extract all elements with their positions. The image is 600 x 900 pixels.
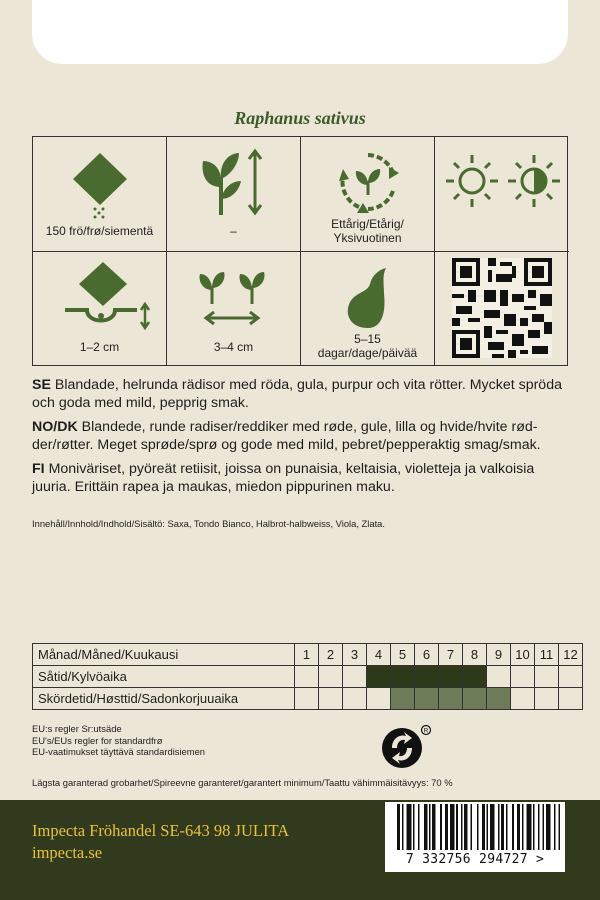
- annual-cycle-icon: [333, 147, 403, 217]
- sowing-month-11: [535, 666, 559, 688]
- desc-no-dk: [32, 418, 572, 454]
- month-2: 2: [319, 644, 343, 666]
- month-5: 5: [391, 644, 415, 666]
- latin-name: Raphanus sativus: [234, 108, 366, 128]
- month-9: 9: [487, 644, 511, 666]
- harvest-month-8: [463, 688, 487, 710]
- month-12: 12: [559, 644, 583, 666]
- height-text: –: [230, 224, 237, 238]
- month-11: 11: [535, 644, 559, 666]
- germination-text-2: dagar/dage/päivää: [317, 346, 418, 360]
- sowing-month-3: [343, 666, 367, 688]
- month-1: 1: [295, 644, 319, 666]
- calendar-header-row: [33, 644, 583, 666]
- lang-code-fi: FI: [32, 461, 45, 477]
- legal-standards: [32, 723, 205, 758]
- germination-text-1: 5–15: [354, 332, 381, 346]
- harvest-month-6: [415, 688, 439, 710]
- footer-address: [32, 820, 289, 864]
- legal-line-1: EU:s regler Sr:utsäde: [32, 723, 122, 734]
- cell-germination: [301, 252, 435, 366]
- spacing-text: 3–4 cm: [213, 340, 254, 354]
- harvest-month-12: [559, 688, 583, 710]
- harvest-month-9: [487, 688, 511, 710]
- harvest-month-7: [439, 688, 463, 710]
- sowing-month-4: [367, 666, 391, 688]
- harvest-month-4: [367, 688, 391, 710]
- website-link[interactable]: impecta.se: [32, 843, 103, 862]
- lang-code-no-dk: NO/DK: [32, 419, 78, 435]
- month-10: 10: [511, 644, 535, 666]
- month-6: 6: [415, 644, 439, 666]
- barcode-number: 7 332756 294727 >: [385, 852, 565, 867]
- sowing-month-9: [487, 666, 511, 688]
- desc-se-line1: Blandade, helrunda rädisor med röda, gula, purpur och vita rötter. Mycket spröda: [54, 377, 562, 393]
- sowing-month-8: [463, 666, 487, 688]
- month-7: 7: [439, 644, 463, 666]
- legal-line-2: EU's/EUs regler for standardfrø: [32, 734, 163, 746]
- lifecycle-text-2: Yksivuotinen: [333, 231, 402, 245]
- qr-code-icon[interactable]: [452, 258, 552, 358]
- sowing-depth-text: 1–2 cm: [79, 340, 120, 354]
- cell-light: [435, 137, 569, 252]
- cell-seed-count: [33, 137, 167, 252]
- germination-icon: [338, 262, 398, 332]
- growing-calendar: [32, 643, 583, 710]
- harvest-month-1: [295, 688, 319, 710]
- desc-fi-line1: Moniväriset, pyöreät retiisit, joissa on punaisia, keltaisia, violetteja ja valkoisia: [48, 461, 535, 477]
- harvest-month-3: [343, 688, 367, 710]
- legal-line-3: EU-vaatimukset täyttävä standardisiemen: [32, 746, 205, 757]
- svg-text:R: R: [423, 727, 429, 735]
- harvest-month-11: [535, 688, 559, 710]
- desc-no-line2: der/røtter. Meget sprøde/sprø og gode med mild, pebret/pepperaktig smag/smak.: [32, 437, 541, 453]
- harvest-month-10: [511, 688, 535, 710]
- month-4: 4: [367, 644, 391, 666]
- harvest-month-2: [319, 688, 343, 710]
- desc-se: [32, 376, 572, 412]
- desc-fi-line2: juuria. Erittäin rapea ja maukas, miedon pippurinen maku.: [32, 479, 395, 495]
- sowing-row: [33, 666, 583, 688]
- desc-no-line1: Blandede, runde radiser/reddiker med røde, gule, lilla og hvide/hvite rød-: [81, 419, 538, 435]
- plant-height-icon: [199, 147, 269, 217]
- desc-se-line2: och goda med mild, pepprig smak.: [32, 395, 249, 411]
- hanger-cutout: [32, 0, 568, 64]
- info-grid: [32, 136, 568, 366]
- sowing-month-7: [439, 666, 463, 688]
- lang-code-se: SE: [32, 377, 51, 393]
- harvest-row: [33, 688, 583, 710]
- green-dot-recycling-icon: [380, 724, 432, 770]
- cell-spacing: [167, 252, 301, 366]
- sowing-month-12: [559, 666, 583, 688]
- seed-count-text: 150 frö/frø/siementä: [45, 224, 154, 238]
- germination-guarantee: Lägsta garanterad grobarhet/Spireevne garanteret/garantert minimum/Taattu vähimmäisitävyys: 70 %: [32, 777, 453, 788]
- sowing-month-5: [391, 666, 415, 688]
- harvest-label: Skördetid/Høsttid/Sadonkorjuuaika: [33, 688, 295, 710]
- contents-list: Innehåll/Innhold/Indhold/Sisältö: Saxa, Tondo Bianco, Halbrot-halbweiss, Viola, Zlata.: [32, 518, 385, 529]
- sowing-month-6: [415, 666, 439, 688]
- sowing-month-2: [319, 666, 343, 688]
- cell-height: [167, 137, 301, 252]
- month-label: Månad/Måned/Kuukausi: [33, 644, 295, 666]
- seed-packet-icon: [65, 149, 135, 219]
- harvest-month-5: [391, 688, 415, 710]
- sun-partial-shade-icon: [442, 151, 562, 211]
- desc-fi: [32, 460, 572, 496]
- cell-sowing-depth: [33, 252, 167, 366]
- lifecycle-text-1: Ettårig/Etårig/: [331, 217, 404, 231]
- cell-qr: [435, 252, 569, 366]
- sowing-label: Såtid/Kylvöaika: [33, 666, 295, 688]
- sowing-month-10: [511, 666, 535, 688]
- sowing-month-1: [295, 666, 319, 688]
- month-8: 8: [463, 644, 487, 666]
- plant-spacing-icon: [194, 260, 274, 330]
- month-3: 3: [343, 644, 367, 666]
- company-address: Impecta Fröhandel SE-643 98 JULITA: [32, 821, 290, 840]
- cell-lifecycle: [301, 137, 435, 252]
- sowing-depth-icon: [61, 260, 151, 330]
